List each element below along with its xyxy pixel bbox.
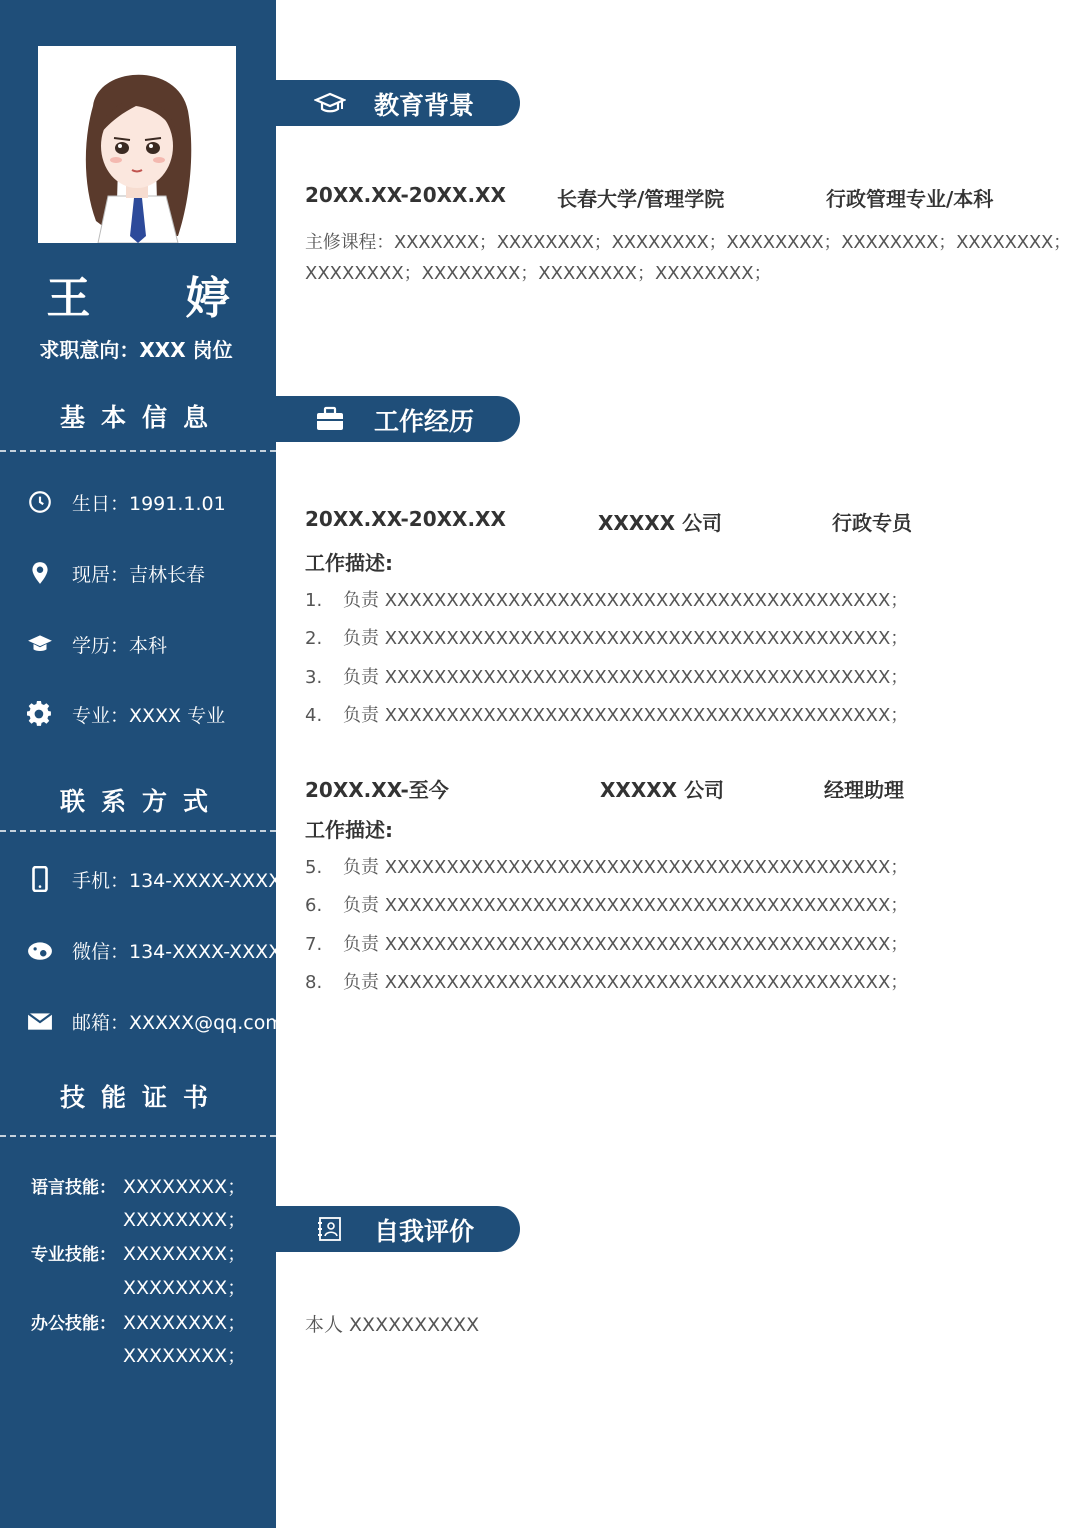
job-duty-item <box>305 853 908 879</box>
job-duty-item <box>305 701 908 727</box>
avatar-illustration <box>38 46 236 243</box>
job-company: XXXXX 公司 <box>598 511 723 535</box>
info-row-email <box>26 1006 284 1036</box>
item-number: 1. <box>305 590 323 611</box>
phone-icon <box>26 865 54 893</box>
education-period: 20XX.XX-20XX.XX <box>305 183 506 207</box>
item-number: 3. <box>305 667 323 688</box>
briefcase-icon <box>314 405 346 433</box>
info-row-residence <box>26 558 205 588</box>
job-duty-item <box>305 663 908 689</box>
education-school: 长春大学/管理学院 <box>557 187 725 211</box>
item-text: 负责 XXXXXXXXXXXXXXXXXXXXXXXXXXXXXXXXXXXXXXXXX； <box>343 972 909 993</box>
job-duty-item <box>305 624 908 650</box>
item-number: 7. <box>305 934 323 955</box>
skill-value-cont: XXXXXXXX； <box>123 1209 247 1231</box>
profile-photo <box>38 46 236 243</box>
job-desc-label: 工作描述: <box>305 818 393 842</box>
divider <box>0 830 276 832</box>
major-text: 专业：XXXX 专业 <box>72 704 226 727</box>
education-text: 学历：本科 <box>72 634 168 657</box>
work-title: 工作经历 <box>374 407 475 436</box>
education-banner <box>276 80 520 126</box>
job-duty-item <box>305 930 908 956</box>
skill-label: 语言技能： <box>31 1178 116 1198</box>
item-number: 6. <box>305 895 323 916</box>
item-number: 2. <box>305 628 323 649</box>
job-intent: 求职意向：XXX 岗位 <box>39 338 233 362</box>
item-text: 负责 XXXXXXXXXXXXXXXXXXXXXXXXXXXXXXXXXXXXXXXXX； <box>343 705 909 726</box>
clock-icon <box>26 488 54 516</box>
item-text: 负责 XXXXXXXXXXXXXXXXXXXXXXXXXXXXXXXXXXXXXXXXX； <box>343 590 909 611</box>
item-number: 5. <box>305 857 323 878</box>
divider <box>0 1135 276 1137</box>
job-position: 经理助理 <box>824 778 904 802</box>
residence-text: 现居：吉林长春 <box>72 563 206 586</box>
education-courses-cont: XXXXXXXX；XXXXXXXX；XXXXXXXX；XXXXXXXX； <box>305 263 772 284</box>
job-duty-item <box>305 968 908 994</box>
graduation-cap-icon <box>314 89 346 117</box>
item-number: 8. <box>305 972 323 993</box>
info-row-major <box>26 699 225 729</box>
info-row-birthday <box>26 487 226 517</box>
phone-text: 手机：134-XXXX-XXXX <box>72 869 282 892</box>
birthday-text: 生日：1991.1.01 <box>72 492 226 515</box>
location-pin-icon <box>26 559 54 587</box>
skill-value-cont: XXXXXXXX； <box>123 1277 247 1299</box>
email-text: 邮箱：XXXXX@qq.com <box>72 1011 284 1034</box>
profile-name: 王 婷 <box>46 273 270 324</box>
wechat-text: 微信：134-XXXX-XXXX <box>72 940 282 963</box>
item-text: 负责 XXXXXXXXXXXXXXXXXXXXXXXXXXXXXXXXXXXXXXXXX； <box>343 628 909 649</box>
job-desc-label: 工作描述: <box>305 551 393 575</box>
info-row-education <box>26 629 167 659</box>
education-courses: 主修课程：XXXXXXX；XXXXXXXX；XXXXXXXX；XXXXXXXX；XXXXXXXX；XXXXXXXX； <box>305 232 1071 253</box>
self-eval-banner <box>276 1206 520 1252</box>
education-title: 教育背景 <box>374 91 475 120</box>
item-number: 4. <box>305 705 323 726</box>
skill-row-office <box>31 1308 246 1335</box>
skills-title: 技能证书 <box>59 1083 224 1112</box>
item-text: 负责 XXXXXXXXXXXXXXXXXXXXXXXXXXXXXXXXXXXXXXXXX； <box>343 667 909 688</box>
contact-card-icon <box>314 1215 346 1243</box>
self-eval-title: 自我评价 <box>374 1217 475 1246</box>
item-text: 负责 XXXXXXXXXXXXXXXXXXXXXXXXXXXXXXXXXXXXXXXXX； <box>343 895 909 916</box>
skill-value: XXXXXXXX； <box>123 1176 247 1198</box>
skill-value-cont: XXXXXXXX； <box>123 1345 247 1367</box>
mail-icon <box>26 1007 54 1035</box>
job-period: 20XX.XX-至今 <box>305 778 449 802</box>
basic-info-title: 基本信息 <box>59 403 224 432</box>
info-row-wechat <box>26 935 281 965</box>
self-eval-text: 本人 XXXXXXXXXX <box>305 1314 480 1336</box>
contact-title: 联系方式 <box>59 787 224 816</box>
skill-label: 办公技能： <box>31 1314 116 1334</box>
skill-row-professional <box>31 1239 246 1266</box>
skill-value: XXXXXXXX； <box>123 1243 247 1265</box>
gear-icon <box>26 700 54 728</box>
divider <box>0 450 276 452</box>
job-company: XXXXX 公司 <box>600 778 725 802</box>
sidebar <box>0 0 284 1528</box>
item-text: 负责 XXXXXXXXXXXXXXXXXXXXXXXXXXXXXXXXXXXXXXXXX； <box>343 857 909 878</box>
skill-value: XXXXXXXX； <box>123 1312 247 1334</box>
wechat-icon <box>26 936 54 964</box>
info-row-phone <box>26 864 281 894</box>
work-banner <box>276 396 520 442</box>
job-period: 20XX.XX-20XX.XX <box>305 507 506 531</box>
skill-label: 专业技能： <box>31 1245 116 1265</box>
item-text: 负责 XXXXXXXXXXXXXXXXXXXXXXXXXXXXXXXXXXXXXXXXX； <box>343 934 909 955</box>
job-duty-item <box>305 891 908 917</box>
job-duty-item <box>305 586 908 612</box>
education-major: 行政管理专业/本科 <box>826 187 994 211</box>
graduation-cap-icon <box>26 630 54 658</box>
job-position: 行政专员 <box>832 511 912 535</box>
skill-row-language <box>31 1172 246 1199</box>
